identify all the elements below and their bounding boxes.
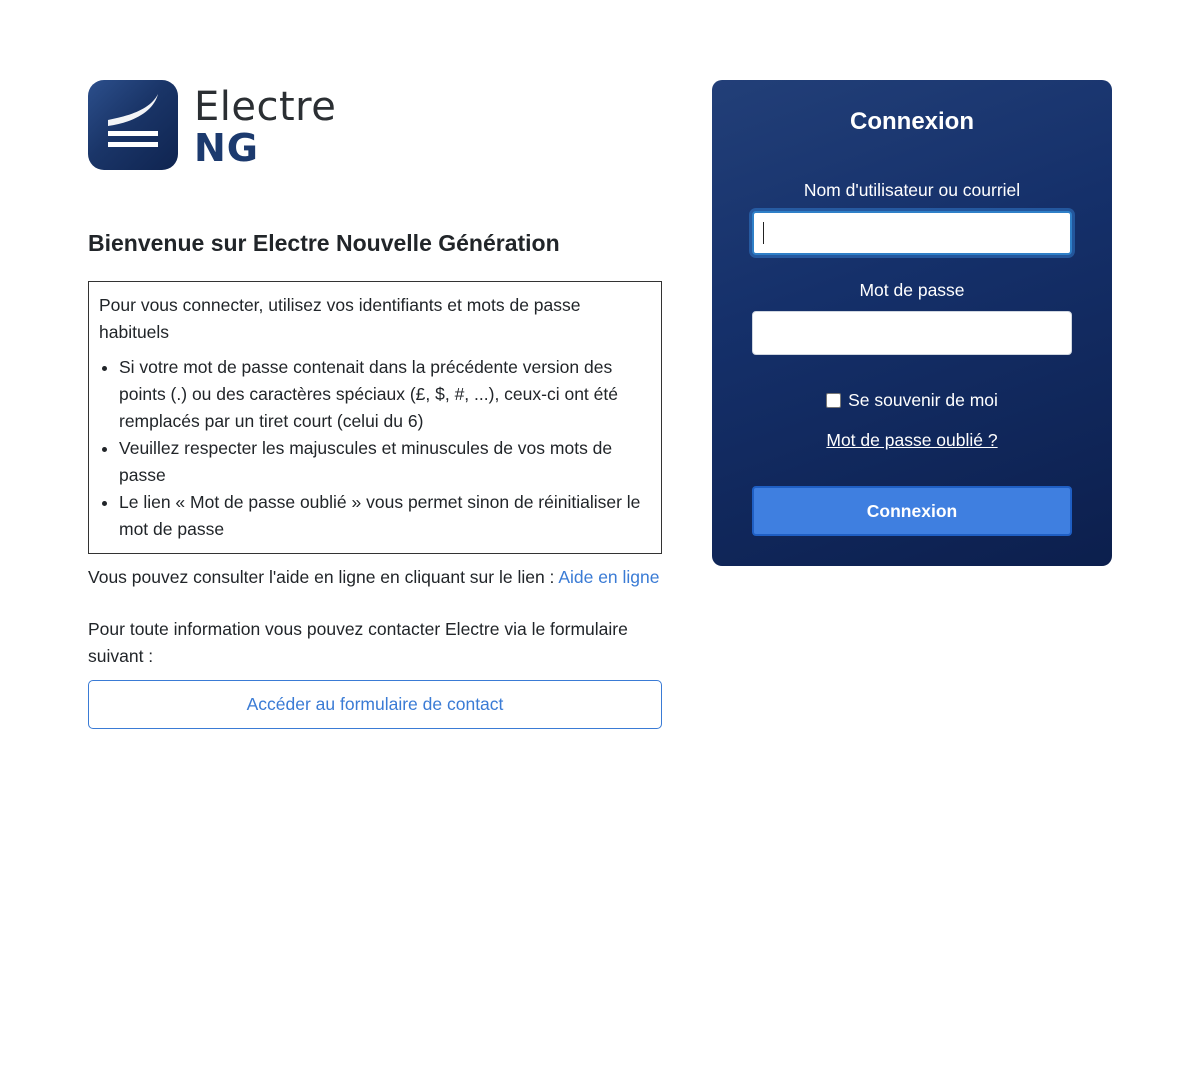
welcome-title: Bienvenue sur Electre Nouvelle Génération bbox=[88, 230, 560, 256]
brand-wordmark bbox=[194, 83, 337, 170]
login-title: Connexion bbox=[850, 108, 974, 135]
contact-text: Pour toute information vous pouvez contacter Electre via le formulaire suivant : bbox=[88, 619, 628, 666]
help-text-label: Vous pouvez consulter l'aide en ligne en cliquant sur le lien : bbox=[88, 567, 559, 587]
login-submit-button[interactable]: Connexion bbox=[752, 486, 1072, 536]
remember-me-label[interactable]: Se souvenir de moi bbox=[848, 390, 998, 410]
login-panel bbox=[712, 80, 1112, 566]
password-input[interactable] bbox=[752, 311, 1072, 355]
contact-form-button[interactable]: Accéder au formulaire de contact bbox=[88, 680, 662, 729]
remember-me-row[interactable] bbox=[712, 390, 1112, 411]
instructions-lead: Pour vous connecter, utilisez vos identifiants et mots de passe habituels bbox=[99, 295, 581, 342]
instruction-item: • Le lien « Mot de passe oublié » vous permet sinon de réinitialiser le mot de passe bbox=[119, 489, 651, 543]
brand-name: Electre bbox=[194, 84, 337, 130]
username-input[interactable] bbox=[752, 211, 1072, 255]
brand-suffix: NG bbox=[194, 126, 259, 170]
instruction-item: • Si votre mot de passe contenait dans la précédente version des points (.) ou des caractères spéciaux (£, $, #, ...), ceux-ci ont été remplacés par un tiret court (celui du 6) bbox=[119, 354, 651, 435]
remember-me-checkbox[interactable] bbox=[826, 393, 841, 408]
online-help-link[interactable]: Aide en ligne bbox=[558, 567, 660, 587]
password-label: Mot de passe bbox=[859, 280, 965, 300]
text-caret bbox=[763, 222, 764, 244]
brand-logo bbox=[88, 80, 662, 170]
login-instructions-box bbox=[88, 281, 662, 554]
instructions-list bbox=[99, 354, 651, 543]
help-text bbox=[88, 564, 662, 591]
instruction-item: • Veuillez respecter les majuscules et minuscules de vos mots de passe bbox=[119, 435, 651, 489]
username-label: Nom d'utilisateur ou courriel bbox=[803, 180, 1021, 200]
intro-column bbox=[88, 80, 662, 729]
electre-logo-icon bbox=[88, 80, 178, 170]
forgot-password-link[interactable]: Mot de passe oublié ? bbox=[826, 430, 998, 450]
